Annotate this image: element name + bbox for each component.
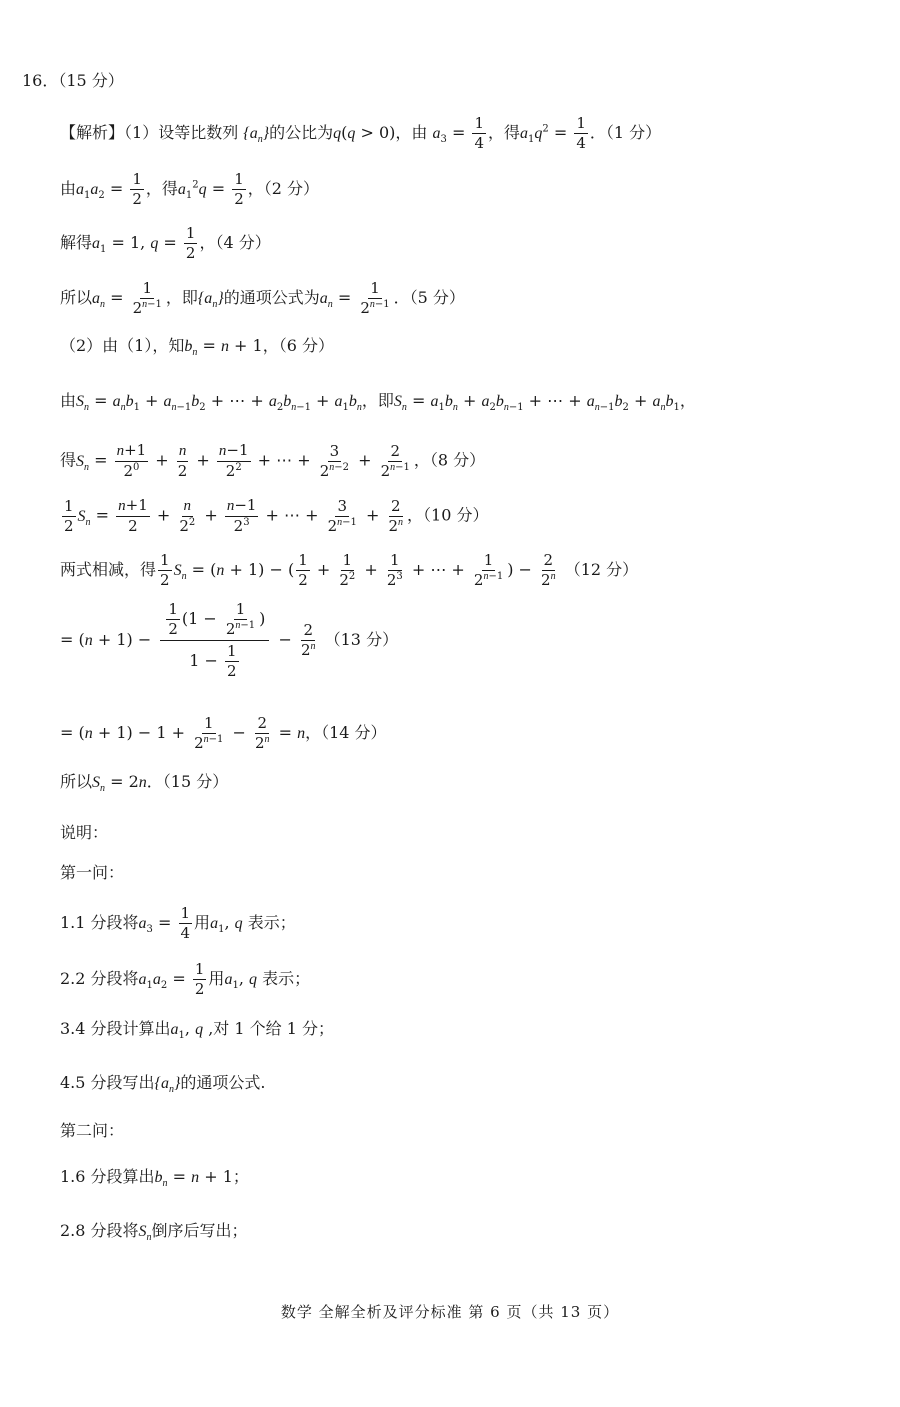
text: （1）设等比数列 bbox=[124, 123, 239, 142]
text: 2.2 分段将 bbox=[60, 969, 139, 988]
text: ，即 bbox=[165, 288, 198, 307]
text: 所以 bbox=[60, 288, 93, 307]
text: ，得 bbox=[487, 123, 520, 142]
score-mark: （12 分） bbox=[564, 560, 639, 579]
analysis-line-11: = (n + 1) − 1 + $\frac{1}{2^{n-1}}$ − $\frac{2}{2^n}$ = n，（14 分） bbox=[60, 714, 387, 752]
analysis-line-8: $\frac{1}{2}$ $S_n$ = $\frac{n+1}{2}$ + $\frac{n}{2^2}$ + $\frac{n-1}{2^3}$ + ⋯ + $\frac{3}{2^{n-1}}$ + $\frac{2}{2^n}$ ，（10 分） bbox=[64, 496, 489, 535]
score-mark: ．（1 分） bbox=[589, 123, 662, 142]
score-mark: ，（14 分） bbox=[305, 723, 387, 742]
note-item-1-2: 2.2 分段将$a_1a_2$ = $\frac{1}{2}$ 用$a_1$, q 表示； bbox=[60, 960, 311, 998]
note-item-2-1: 1.6 分段算出$b_n = n + 1$； bbox=[60, 1167, 249, 1190]
note-item-1-4: 4.5 分段写出$\{a_n\}$的通项公式. bbox=[60, 1073, 266, 1096]
text: 用 bbox=[208, 969, 225, 988]
text: 所以 bbox=[60, 772, 93, 791]
text: ； bbox=[232, 1167, 249, 1186]
analysis-tag: 【解析】 bbox=[60, 123, 125, 142]
analysis-line-5: （2）由（1），知$b_n = n + 1$，（6 分） bbox=[60, 336, 334, 359]
text: 由 bbox=[60, 391, 77, 410]
text: 的公比为 bbox=[269, 123, 334, 142]
text: 1.6 分段算出 bbox=[60, 1167, 155, 1186]
notes-q1: 第一问： bbox=[60, 863, 125, 882]
text: 表示； bbox=[247, 913, 296, 932]
text: 4.5 分段写出 bbox=[60, 1073, 155, 1092]
analysis-line-10: = (n + 1) − $\frac{1}{2}$ (1 − $\frac{1}{2^{n-1}}$ ) 1 − $\frac{1}{2}$ − $\frac{2}{2^n}$ （13 分） bbox=[60, 600, 399, 680]
score-mark: ，（6 分） bbox=[262, 336, 334, 355]
analysis-line-9: 两式相减，得 $\frac{1}{2}$ $S_n = (n + 1)$ − ( $\frac{1}{2}$ + $\frac{1}{2^2}$ + $\frac{1}{2^3}$ + ⋯ + $\frac{1}{2^{n-1}}$ ) − $\frac{2}{2^n}$ （12 分） bbox=[60, 551, 639, 589]
page-footer: 数学 全解全析及评分标准 第 6 页（共 13 页） bbox=[280, 1303, 620, 1321]
score-mark: ，（10 分） bbox=[407, 505, 489, 525]
problem-header: 16．（15 分） bbox=[22, 71, 124, 90]
text: 得 bbox=[60, 450, 77, 470]
text: ，得 bbox=[145, 179, 178, 198]
score-mark: ，（4 分） bbox=[199, 233, 271, 252]
analysis-line-12: 所以$S_n = 2n$．（15 分） bbox=[60, 772, 229, 795]
notes-q2: 第二问： bbox=[60, 1121, 125, 1140]
score-mark: ．（15 分） bbox=[146, 772, 229, 791]
analysis-line-3: 解得$a_1 = 1$, q = $\frac{1}{2}$ ，（4 分） bbox=[60, 224, 271, 262]
text: ，由 bbox=[395, 123, 428, 142]
score-mark: ．（5 分） bbox=[393, 288, 465, 307]
text: 的通项公式为 bbox=[223, 288, 320, 307]
score-mark: ，（2 分） bbox=[247, 179, 320, 198]
text: 两式相减，得 bbox=[60, 560, 157, 579]
note-item-1-1: 1.1 分段将$a_3$ = $\frac{1}{4}$ 用$a_1$, q 表示； bbox=[60, 904, 296, 942]
text: 倒序后写出； bbox=[151, 1221, 248, 1240]
text: 3.4 分段计算出 bbox=[60, 1019, 171, 1038]
text: 表示； bbox=[262, 969, 311, 988]
note-item-2-2: 2.8 分段将$S_n$倒序后写出； bbox=[60, 1221, 248, 1244]
notes-title: 说明： bbox=[60, 823, 109, 842]
text: 1.1 分段将 bbox=[60, 913, 139, 932]
text: 用 bbox=[194, 913, 211, 932]
text: 由 bbox=[60, 179, 77, 198]
analysis-line-1: 【解析】（1）设等比数列 $\{a_n\}$的公比为q(q > 0)，由 $a_3$ = $\frac{1}{4}$ ，得$a_1q^2$ = $\frac{1}{4}$ ．（1 分） bbox=[60, 114, 662, 152]
score-mark: （13 分） bbox=[324, 630, 399, 649]
text: ，即 bbox=[361, 391, 394, 410]
text: （2）由（1），知 bbox=[60, 336, 185, 355]
analysis-line-2: 由$a_1a_2$ = $\frac{1}{2}$ ，得$a_1^2q$ = $\frac{1}{2}$ ，（2 分） bbox=[60, 170, 320, 208]
analysis-line-4: 所以$a_n$ = $\frac{1}{2^{n-1}}$ ，即$\{a_n\}$的通项公式为$a_n$ = $\frac{1}{2^{n-1}}$ ．（5 分） bbox=[60, 279, 465, 317]
note-item-1-3: 3.4 分段计算出$a_1$, q ,对 1 个给 1 分； bbox=[60, 1019, 334, 1042]
text: 解得 bbox=[60, 233, 93, 252]
text: 2.8 分段将 bbox=[60, 1221, 139, 1240]
text: ,对 1 个给 1 分； bbox=[208, 1019, 334, 1038]
text: 的通项公式. bbox=[180, 1073, 266, 1092]
analysis-line-7: 得$S_n$ = $\frac{n+1}{2^0}$ + $\frac{n}{2}$ + $\frac{n-1}{2^2}$ + ⋯ + $\frac{3}{2^{n-2}}$ + $\frac{2}{2^{n-1}}$ ，（8 分） bbox=[60, 441, 486, 480]
score-mark: ，（8 分） bbox=[413, 450, 486, 470]
analysis-line-6: 由$S_n = a_nb_1 + a_{n-1}b_2$ + ⋯ + $a_2b_{n-1} + a_1b_n$，即$S_n = a_1b_n + a_2b_{n-1}$ + ⋯ + $a_{n-1}b_2 + a_nb_1$， bbox=[60, 391, 696, 414]
